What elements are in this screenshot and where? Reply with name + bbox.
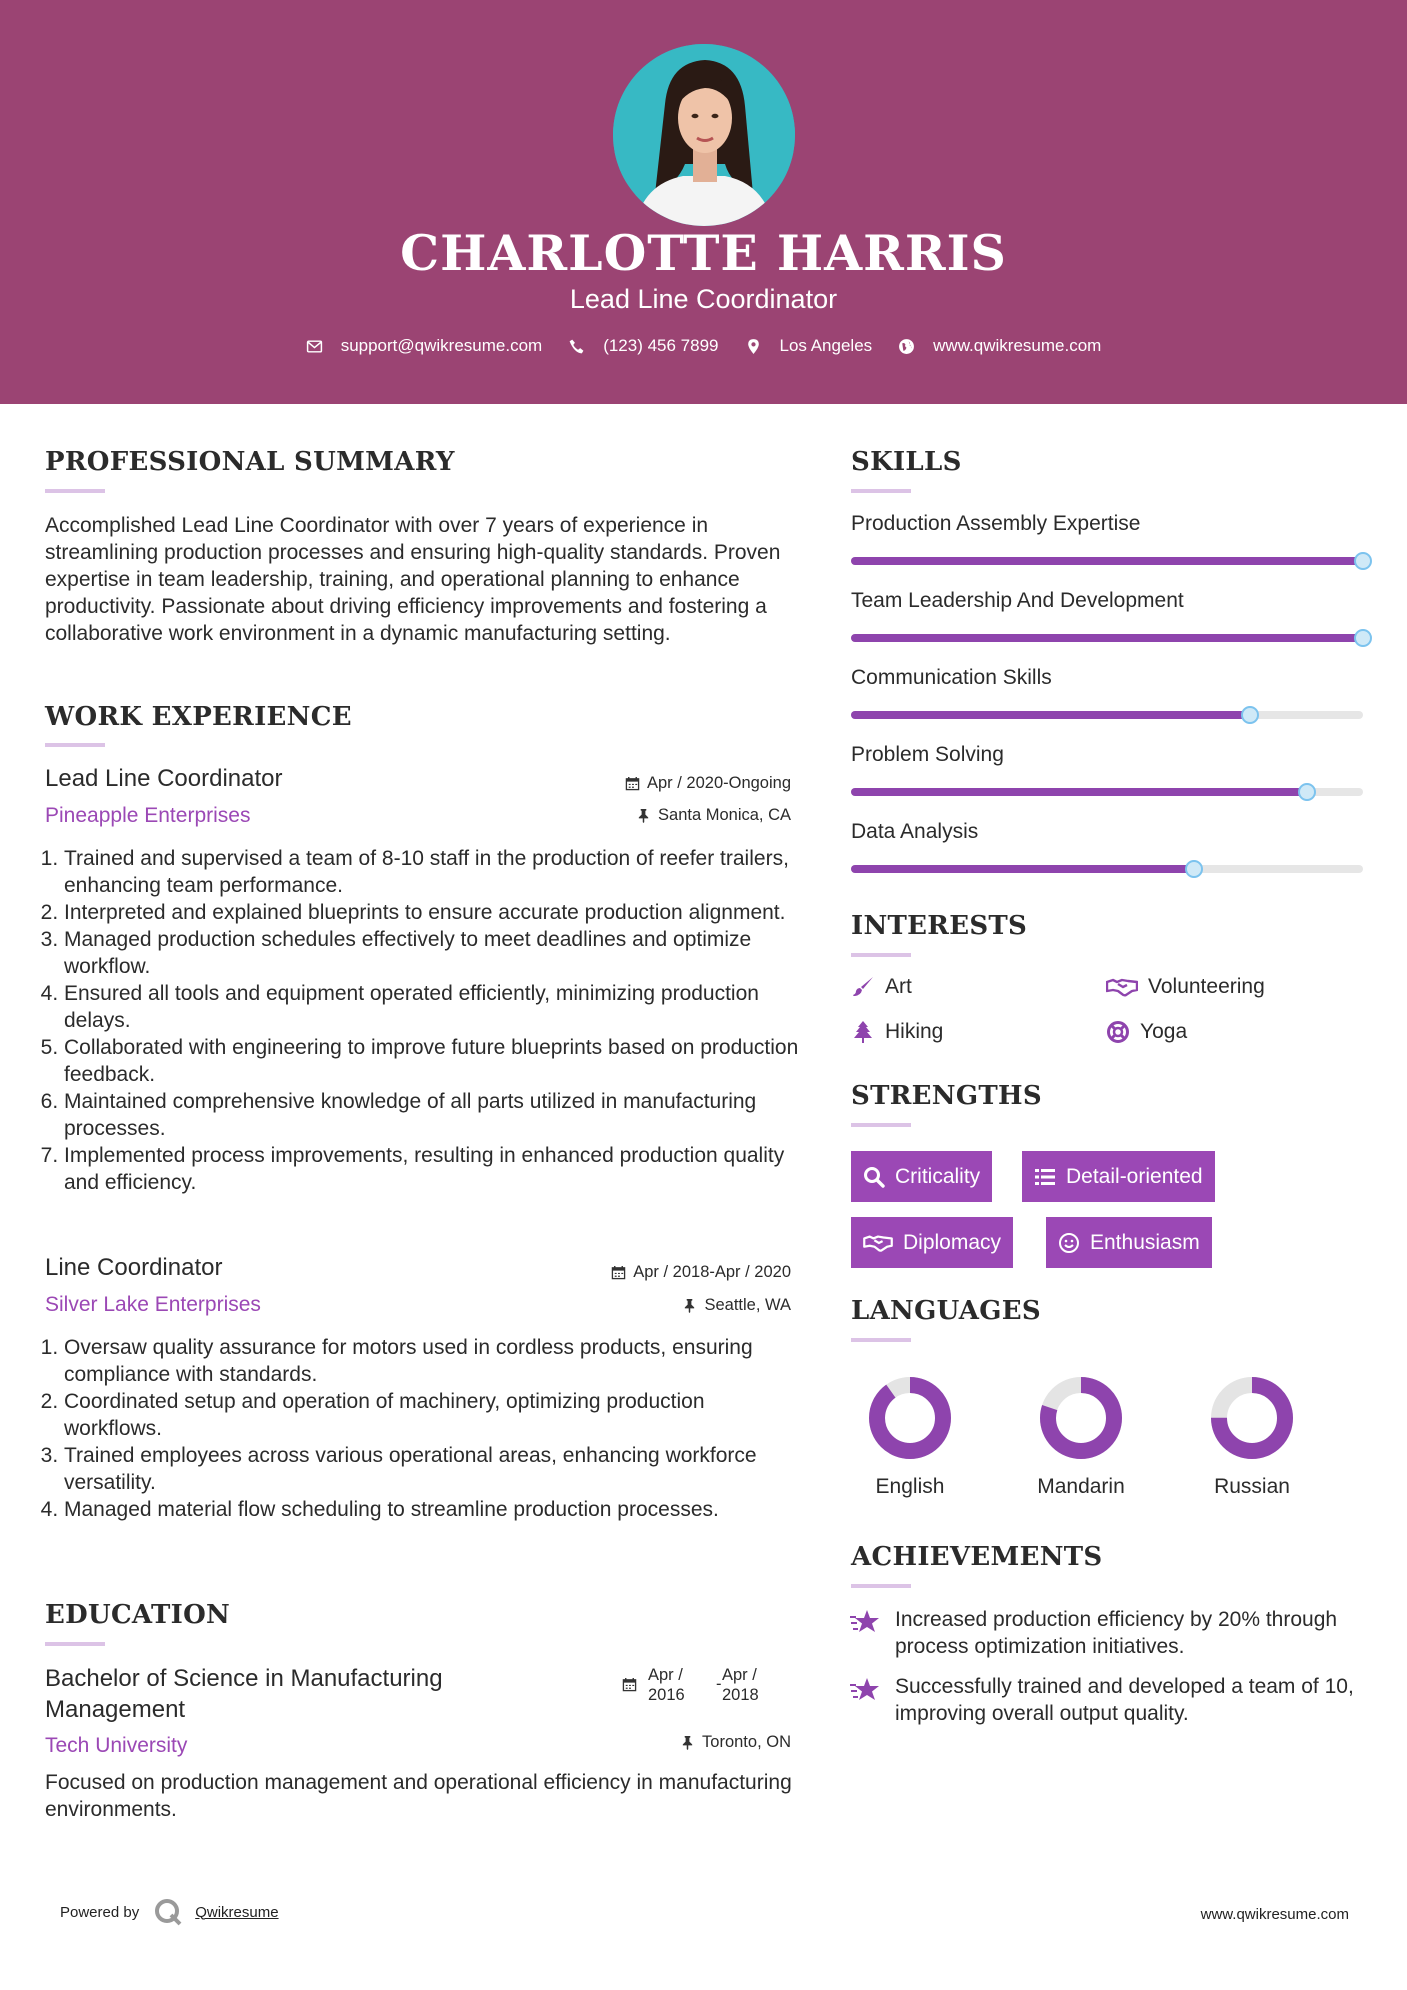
interest-hiking bbox=[851, 1020, 943, 1044]
skill-bar-knob bbox=[1241, 706, 1259, 724]
skill-name: Production Assembly Expertise bbox=[851, 512, 1141, 535]
profile-photo bbox=[613, 44, 795, 226]
job-date-text: Apr / 2018-Apr / 2020 bbox=[633, 1263, 791, 1281]
list-item: 6. Maintained comprehensive knowledge of all parts utilized in manufacturing processes. bbox=[64, 1088, 805, 1142]
achievement-item: Increased production efficiency by 20% through process optimization initiatives. bbox=[895, 1608, 1338, 1658]
handshake-icon bbox=[1106, 975, 1138, 999]
skill-bar-knob bbox=[1354, 552, 1372, 570]
list-item: 3. Managed production schedules effectively to meet deadlines and optimize workflow. bbox=[64, 926, 805, 980]
education-location bbox=[491, 1733, 791, 1752]
language-item bbox=[1197, 1371, 1307, 1498]
pushpin-icon bbox=[680, 1735, 695, 1750]
education-date bbox=[622, 1665, 792, 1705]
search-icon bbox=[863, 1166, 885, 1188]
list-item: 1. Trained and supervised a team of 8-10 staff in the production of reefer trailers, enhancing team performance. bbox=[64, 845, 805, 899]
star-icon bbox=[849, 1676, 881, 1704]
interest-volunteering bbox=[1106, 975, 1265, 999]
language-name: English bbox=[875, 1475, 945, 1498]
summary-text: Accomplished Lead Line Coordinator with over 7 years of experience in streamlining production processes and ensuring high-quality standards. Proven expertise in team leadership, training, and operational planning to enhance productivity. Passionate about driving efficiency improvements and fostering a collaborative work environment in a dynamic manufacturing setting. bbox=[45, 514, 781, 645]
strength-tag bbox=[851, 1217, 1013, 1268]
list-item: 1. Oversaw quality assurance for motors used in cordless products, ensuring compliance with standards. bbox=[64, 1334, 805, 1388]
powered-by-text: Powered by bbox=[60, 1903, 140, 1921]
resume-header bbox=[0, 0, 1407, 404]
skills-underline bbox=[851, 489, 911, 493]
skill-bar bbox=[851, 788, 1363, 796]
interest-label: Art bbox=[885, 975, 912, 998]
map-marker-icon bbox=[745, 338, 762, 355]
pushpin-icon bbox=[636, 808, 651, 823]
list-item: 5. Collaborated with engineering to improve future blueprints based on production feedback. bbox=[64, 1034, 805, 1088]
education-underline bbox=[45, 1642, 105, 1646]
skill-bar-knob bbox=[1298, 783, 1316, 801]
phone-text: (123) 456 7899 bbox=[603, 336, 719, 355]
language-donut bbox=[855, 1371, 965, 1467]
tree-icon bbox=[851, 1020, 875, 1044]
language-item bbox=[1026, 1371, 1136, 1498]
list-item: 4. Ensured all tools and equipment operated efficiently, minimizing production delays. bbox=[64, 980, 805, 1034]
job-bullets bbox=[45, 845, 805, 1196]
languages-underline bbox=[851, 1338, 911, 1342]
language-name: Mandarin bbox=[1037, 1475, 1125, 1498]
phone-icon bbox=[568, 338, 585, 355]
job-date bbox=[491, 774, 791, 793]
skill-bar-fill bbox=[851, 634, 1363, 642]
paintbrush-icon bbox=[851, 975, 875, 999]
calendar-icon bbox=[611, 1265, 626, 1280]
candidate-title: Lead Line Coordinator bbox=[569, 284, 838, 314]
contact-location bbox=[745, 336, 873, 356]
job-title: Line Coordinator bbox=[45, 1254, 223, 1281]
skill-bar bbox=[851, 634, 1363, 642]
website-text: www.qwikresume.com bbox=[933, 336, 1102, 355]
language-name: Russian bbox=[1214, 1475, 1290, 1498]
list-item: 2. Interpreted and explained blueprints to ensure accurate production alignment. bbox=[64, 899, 805, 926]
interests-heading: INTERESTS bbox=[851, 911, 1028, 941]
donut-fill bbox=[877, 1385, 943, 1451]
candidate-name: CHARLOTTE HARRIS bbox=[400, 224, 1007, 282]
school-name: Tech University bbox=[45, 1734, 188, 1757]
footer-url[interactable]: www.qwikresume.com bbox=[1200, 1906, 1349, 1923]
strength-tag bbox=[1046, 1217, 1212, 1268]
pushpin-icon bbox=[682, 1298, 697, 1313]
achievements-heading: ACHIEVEMENTS bbox=[851, 1542, 1103, 1572]
summary-heading: PROFESSIONAL SUMMARY bbox=[45, 447, 455, 477]
strength-label: Diplomacy bbox=[903, 1230, 1002, 1254]
summary-underline bbox=[45, 489, 105, 493]
contact-phone[interactable] bbox=[568, 336, 718, 356]
skill-bar-fill bbox=[851, 711, 1250, 719]
strength-label: Criticality bbox=[895, 1164, 981, 1188]
degree-title: Bachelor of Science in Manufacturing Management bbox=[45, 1665, 443, 1723]
language-item bbox=[855, 1371, 965, 1498]
job-location bbox=[491, 1296, 791, 1315]
list-item: 3. Trained employees across various operational areas, enhancing workforce versatility. bbox=[64, 1442, 805, 1496]
skill-bar bbox=[851, 557, 1363, 565]
skill-bar-fill bbox=[851, 788, 1307, 796]
job-bullets bbox=[45, 1334, 805, 1523]
job-location-text: Santa Monica, CA bbox=[658, 806, 791, 824]
education-date-separator: - bbox=[716, 1675, 722, 1693]
list-item: 4. Managed material flow scheduling to streamline production processes. bbox=[64, 1496, 805, 1523]
brand-link[interactable]: Qwikresume bbox=[195, 1903, 279, 1921]
education-location-text: Toronto, ON bbox=[702, 1733, 791, 1751]
job-company: Pineapple Enterprises bbox=[45, 804, 251, 827]
skill-bar-fill bbox=[851, 865, 1194, 873]
lifering-icon bbox=[1106, 1020, 1130, 1044]
skill-bar bbox=[851, 711, 1363, 719]
list-icon bbox=[1034, 1166, 1056, 1188]
star-icon bbox=[849, 1608, 881, 1636]
contact-bar bbox=[0, 336, 1407, 356]
skill-bar-knob bbox=[1354, 629, 1372, 647]
interests-underline bbox=[851, 953, 911, 957]
strength-tag bbox=[1022, 1151, 1215, 1202]
interest-label: Yoga bbox=[1140, 1020, 1188, 1043]
strengths-heading: STRENGTHS bbox=[851, 1081, 1042, 1111]
job-location bbox=[491, 806, 791, 825]
achievement-item: Successfully trained and developed a team of 10, improving overall output quality. bbox=[895, 1675, 1354, 1725]
contact-email[interactable] bbox=[306, 336, 543, 356]
language-donut bbox=[1197, 1371, 1307, 1467]
list-item: 2. Coordinated setup and operation of machinery, optimizing production workflows. bbox=[64, 1388, 805, 1442]
handshake-icon bbox=[863, 1232, 893, 1254]
job-company: Silver Lake Enterprises bbox=[45, 1293, 261, 1316]
languages-heading: LANGUAGES bbox=[851, 1296, 1041, 1326]
interest-label: Volunteering bbox=[1148, 975, 1265, 998]
globe-icon bbox=[898, 338, 915, 355]
experience-underline bbox=[45, 743, 105, 747]
list-item: 7. Implemented process improvements, resulting in enhanced production quality and efficiency. bbox=[64, 1142, 805, 1196]
skill-bar-fill bbox=[851, 557, 1363, 565]
interest-art bbox=[851, 975, 912, 999]
experience-heading: WORK EXPERIENCE bbox=[45, 702, 352, 732]
education-heading: EDUCATION bbox=[45, 1600, 231, 1630]
calendar-icon bbox=[622, 1677, 637, 1692]
job-date-text: Apr / 2020-Ongoing bbox=[646, 774, 791, 792]
education-date-start: Apr / 2016 bbox=[648, 1666, 685, 1704]
skill-name: Communication Skills bbox=[851, 666, 1052, 689]
location-text: Los Angeles bbox=[779, 336, 873, 355]
email-text: support@qwikresume.com bbox=[340, 336, 543, 355]
skill-name: Data Analysis bbox=[851, 820, 979, 843]
education-description: Focused on production management and operational efficiency in manufacturing environments. bbox=[45, 1771, 792, 1821]
education-date-end: Apr / 2018 bbox=[722, 1666, 759, 1704]
interest-label: Hiking bbox=[885, 1020, 944, 1043]
smile-icon bbox=[1058, 1232, 1080, 1254]
strength-tag bbox=[851, 1151, 992, 1202]
qwikresume-logo-icon bbox=[153, 1897, 183, 1927]
strengths-underline bbox=[851, 1123, 911, 1127]
contact-website[interactable] bbox=[898, 336, 1101, 356]
skill-bar bbox=[851, 865, 1363, 873]
interest-yoga bbox=[1106, 1020, 1187, 1044]
language-donut bbox=[1026, 1371, 1136, 1467]
job-title: Lead Line Coordinator bbox=[45, 765, 283, 792]
footer-powered-by bbox=[60, 1897, 279, 1927]
skills-heading: SKILLS bbox=[851, 447, 962, 477]
strength-label: Detail-oriented bbox=[1066, 1164, 1203, 1188]
envelope-icon bbox=[306, 338, 323, 355]
calendar-icon bbox=[625, 776, 640, 791]
achievements-underline bbox=[851, 1584, 911, 1588]
job-date bbox=[491, 1263, 791, 1282]
skill-name: Team Leadership And Development bbox=[851, 589, 1184, 612]
strength-label: Enthusiasm bbox=[1090, 1230, 1200, 1254]
skill-bar-knob bbox=[1185, 860, 1203, 878]
job-location-text: Seattle, WA bbox=[704, 1296, 791, 1314]
skill-name: Problem Solving bbox=[851, 743, 1004, 766]
